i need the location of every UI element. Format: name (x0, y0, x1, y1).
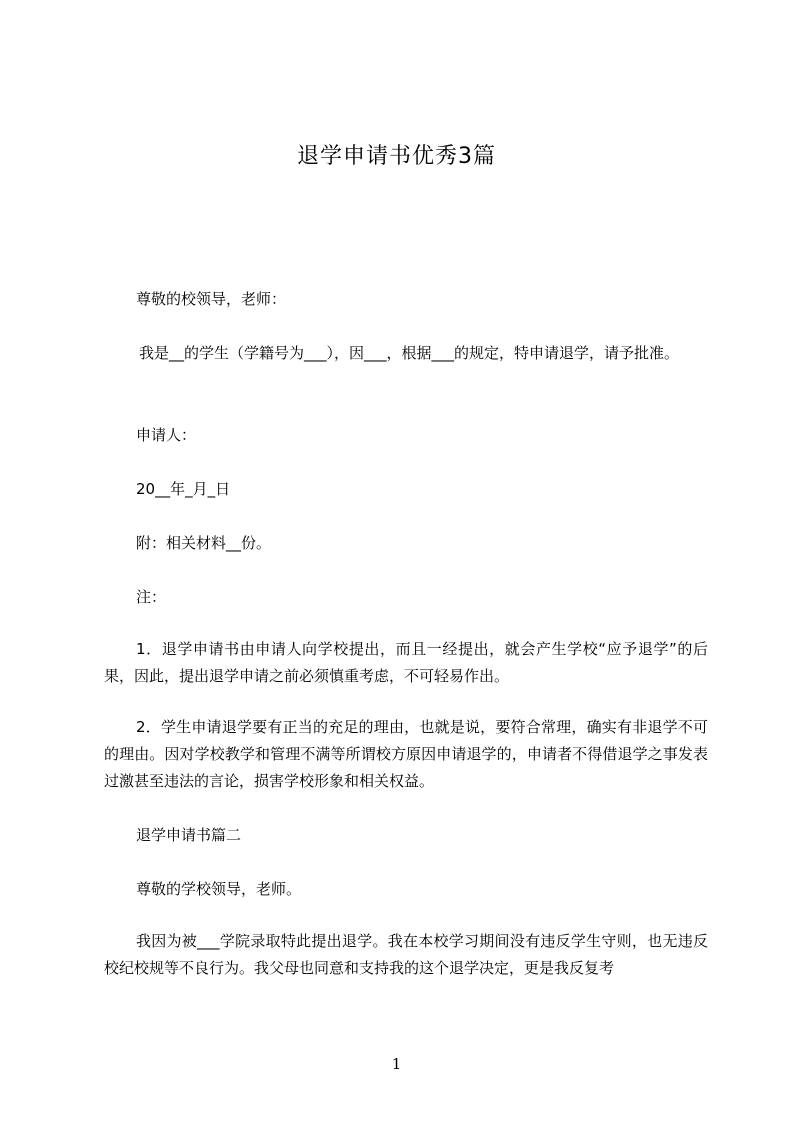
salutation: 尊敬的校领导，老师： (136, 290, 287, 308)
section-heading-two: 退学申请书篇二 (136, 826, 242, 844)
page-number: 1 (391, 1055, 402, 1073)
request-paragraph: 我是__的学生（学籍号为___），因___，根据___的规定，特申请退学，请予批准。 (139, 344, 680, 362)
note-label: 注： (136, 588, 167, 606)
date-line: 20__年_月_日 (136, 480, 231, 498)
note-item-2: 2．学生申请退学要有正当的充足的理由，也就是说，要符合常理，确实有非退学不可的理由。因对学校教学和管理不满等所谓校方原因申请退学的，申请者不得借退学之事发表过激甚至违法的言论，损害学校形象和相关权益。 (104, 718, 708, 790)
document-body (104, 286, 708, 1006)
salutation-two: 尊敬的学校领导，老师。 (136, 880, 302, 898)
note-item-1: 1．退学申请书由申请人向学校提出，而且一经提出，就会产生学校“应予退学”的后果，因此，提出退学申请之前必须慎重考虑，不可轻易作出。 (104, 640, 708, 685)
attachment-line: 附：相关材料__份。 (136, 534, 272, 552)
page-title: 退学申请书优秀3篇 (297, 144, 496, 169)
body-paragraph-two: 我因为被___学院录取特此提出退学。我在本校学习期间没有违反学生守则，也无违反校纪校规等不良行为。我父母也同意和支持我的这个退学决定，更是我反复考 (104, 932, 708, 977)
applicant-line: 申请人： (136, 426, 197, 444)
